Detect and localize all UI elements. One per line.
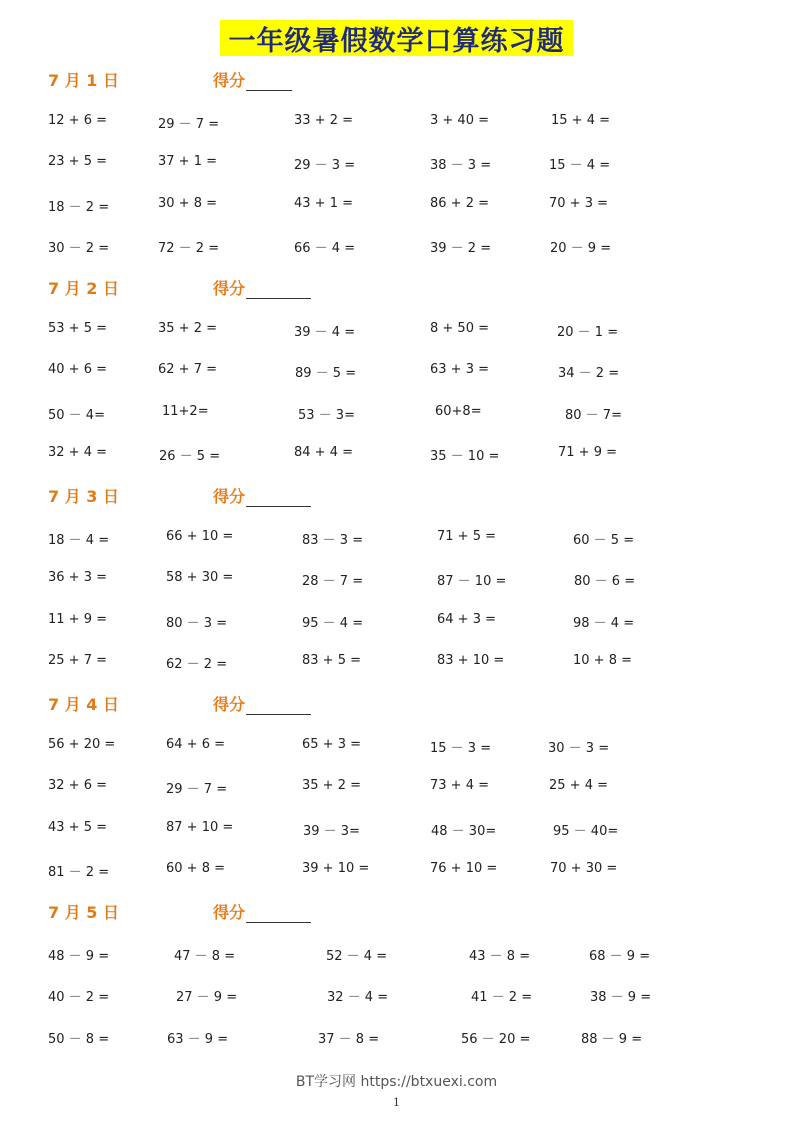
problem: 47 － 8 = xyxy=(174,949,236,964)
problem: 52 － 4 = xyxy=(326,949,388,964)
problem: 18 － 4 = xyxy=(48,533,110,548)
problem: 35 + 2 = xyxy=(158,321,217,336)
problem: 34 － 2 = xyxy=(558,366,620,381)
problem: 37 － 8 = xyxy=(318,1032,380,1047)
problem: 29 － 7 = xyxy=(158,117,220,132)
problem: 71 + 5 = xyxy=(437,529,496,544)
problem: 48 － 9 = xyxy=(48,949,110,964)
score-field: 得分 xyxy=(213,484,311,507)
problem: 83 － 3 = xyxy=(302,533,364,548)
problem: 40 － 2 = xyxy=(48,990,110,1005)
problem: 20 － 9 = xyxy=(550,241,612,256)
problem: 30 + 8 = xyxy=(158,196,217,211)
problem: 39 + 10 = xyxy=(302,861,370,876)
problem: 65 + 3 = xyxy=(302,737,361,752)
problem: 64 + 3 = xyxy=(437,612,496,627)
problem: 73 + 4 = xyxy=(430,778,489,793)
day-2-label: 7 月 2 日 xyxy=(48,279,119,298)
problem: 43 + 1 = xyxy=(294,196,353,211)
problem: 89 － 5 = xyxy=(295,366,357,381)
problem: 26 － 5 = xyxy=(159,449,221,464)
problem: 63 － 9 = xyxy=(167,1032,229,1047)
problem: 62 － 2 = xyxy=(166,657,228,672)
problem: 29 － 7 = xyxy=(166,782,228,797)
problem: 43 － 8 = xyxy=(469,949,531,964)
problem: 35 － 10 = xyxy=(430,449,500,464)
problem: 63 + 3 = xyxy=(430,362,489,377)
day-5-label: 7 月 5 日 xyxy=(48,903,119,922)
day-1-header xyxy=(48,68,246,92)
problem: 38 － 3 = xyxy=(430,158,492,173)
problem: 66 + 10 = xyxy=(166,529,234,544)
problem: 32 － 4 = xyxy=(327,990,389,1005)
problem: 87 + 10 = xyxy=(166,820,234,835)
problem: 83 + 5 = xyxy=(302,653,361,668)
problem: 38 － 9 = xyxy=(590,990,652,1005)
problem: 27 － 9 = xyxy=(176,990,238,1005)
footer-watermark: BT学习网 https://btxuexi.com xyxy=(295,1074,498,1090)
problem: 30 － 2 = xyxy=(48,241,110,256)
problem: 8 + 50 = xyxy=(430,321,489,336)
problem: 87 － 10 = xyxy=(437,574,507,589)
day-4-header xyxy=(48,692,246,716)
problem: 88 － 9 = xyxy=(581,1032,643,1047)
problem: 53 － 3= xyxy=(298,408,355,423)
score-blank xyxy=(246,280,311,299)
score-blank xyxy=(246,696,311,715)
problem: 71 + 9 = xyxy=(558,445,617,460)
problem: 11 + 9 = xyxy=(48,612,107,627)
problem: 10 + 8 = xyxy=(573,653,632,668)
problem: 70 + 30 = xyxy=(550,861,618,876)
day-5-header xyxy=(48,900,246,924)
problem: 58 + 30 = xyxy=(166,570,234,585)
problem: 32 + 4 = xyxy=(48,445,107,460)
problem: 20 － 1 = xyxy=(557,325,619,340)
day-3-header xyxy=(48,484,246,508)
problem: 83 + 10 = xyxy=(437,653,505,668)
problem: 39 － 3= xyxy=(303,824,360,839)
problem: 50 － 8 = xyxy=(48,1032,110,1047)
score-field: 得分 xyxy=(213,900,311,923)
problem: 12 + 6 = xyxy=(48,113,107,128)
problem: 48 － 30= xyxy=(431,824,497,839)
problem: 41 － 2 = xyxy=(471,990,533,1005)
problem: 60 － 5 = xyxy=(573,533,635,548)
problem: 11+2= xyxy=(162,404,209,419)
problem: 95 － 40= xyxy=(553,824,619,839)
problem: 36 + 3 = xyxy=(48,570,107,585)
problem: 66 － 4 = xyxy=(294,241,356,256)
problem: 33 + 2 = xyxy=(294,113,353,128)
problem: 37 + 1 = xyxy=(158,154,217,169)
problem: 68 － 9 = xyxy=(589,949,651,964)
problem: 76 + 10 = xyxy=(430,861,498,876)
score-blank xyxy=(246,904,311,923)
problem: 80 － 6 = xyxy=(574,574,636,589)
problem: 39 － 4 = xyxy=(294,325,356,340)
problem: 25 + 4 = xyxy=(549,778,608,793)
problem: 25 + 7 = xyxy=(48,653,107,668)
problem: 50 － 4= xyxy=(48,408,105,423)
score-field: 得分 xyxy=(213,68,292,91)
problem: 40 + 6 = xyxy=(48,362,107,377)
problem: 56 + 20 = xyxy=(48,737,116,752)
problem: 43 + 5 = xyxy=(48,820,107,835)
problem: 84 + 4 = xyxy=(294,445,353,460)
problem: 18 － 2 = xyxy=(48,200,110,215)
problem: 64 + 6 = xyxy=(166,737,225,752)
problem: 53 + 5 = xyxy=(48,321,107,336)
problem: 30 － 3 = xyxy=(548,741,610,756)
problem: 81 － 2 = xyxy=(48,865,110,880)
problem: 80 － 7= xyxy=(565,408,622,423)
problem: 60 + 8 = xyxy=(166,861,225,876)
problem: 3 + 40 = xyxy=(430,113,489,128)
problem: 56 － 20 = xyxy=(461,1032,531,1047)
problem: 62 + 7 = xyxy=(158,362,217,377)
problem: 29 － 3 = xyxy=(294,158,356,173)
problem: 98 － 4 = xyxy=(573,616,635,631)
problem: 72 － 2 = xyxy=(158,241,220,256)
day-3-label: 7 月 3 日 xyxy=(48,487,119,506)
score-field: 得分 xyxy=(213,692,311,715)
score-blank xyxy=(246,72,292,91)
problem: 86 + 2 = xyxy=(430,196,489,211)
page-title: 一年级暑假数学口算练习题 xyxy=(220,20,573,56)
problem: 15 + 4 = xyxy=(551,113,610,128)
problem: 15 － 4 = xyxy=(549,158,611,173)
day-2-header xyxy=(48,276,246,300)
problem: 95 － 4 = xyxy=(302,616,364,631)
problem: 32 + 6 = xyxy=(48,778,107,793)
problem: 70 + 3 = xyxy=(549,196,608,211)
problem: 23 + 5 = xyxy=(48,154,107,169)
score-blank xyxy=(246,488,311,507)
problem: 39 － 2 = xyxy=(430,241,492,256)
day-1-label: 7 月 1 日 xyxy=(48,71,119,90)
problem: 60+8= xyxy=(435,404,482,419)
page-number: 1 xyxy=(393,1096,400,1109)
problem: 28 － 7 = xyxy=(302,574,364,589)
problem: 80 － 3 = xyxy=(166,616,228,631)
problem: 35 + 2 = xyxy=(302,778,361,793)
problem: 15 － 3 = xyxy=(430,741,492,756)
score-field: 得分 xyxy=(213,276,311,299)
day-4-label: 7 月 4 日 xyxy=(48,695,119,714)
